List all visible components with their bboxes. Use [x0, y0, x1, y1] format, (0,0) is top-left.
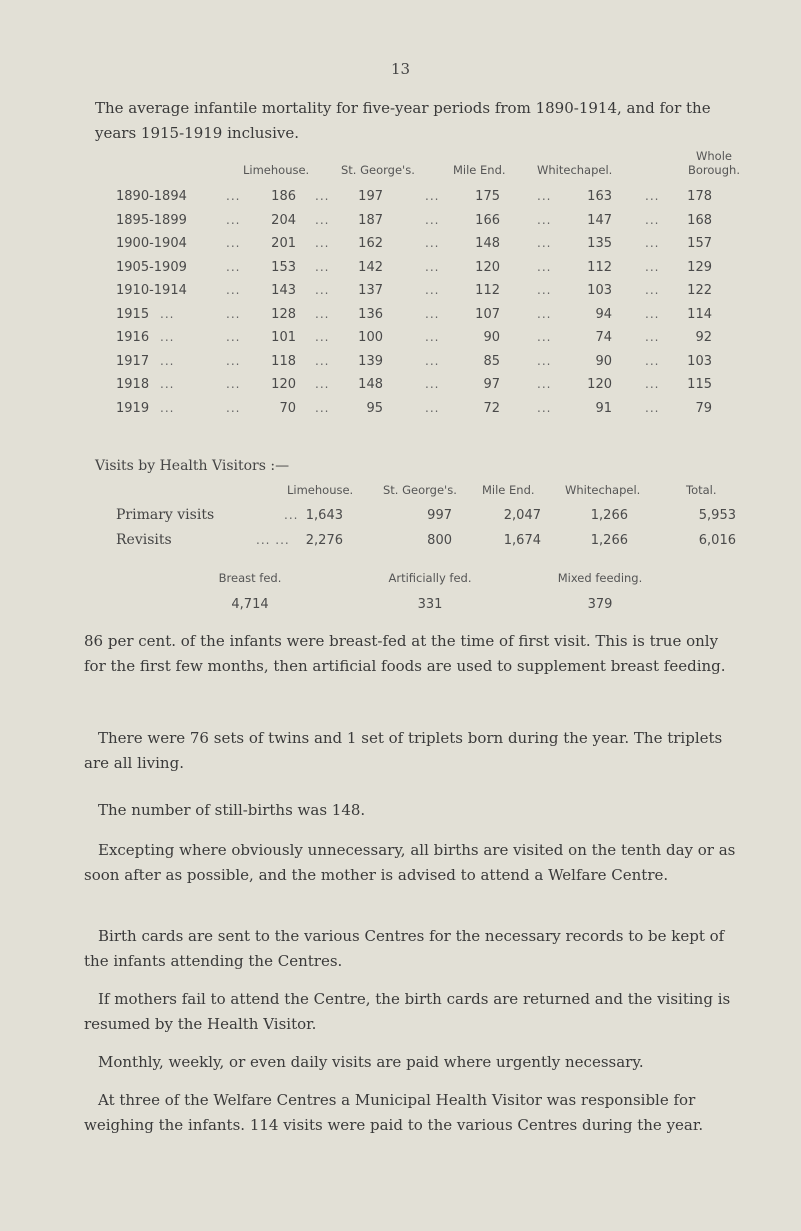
leader-dots: ...	[226, 189, 241, 203]
mort-cell: 139	[358, 353, 383, 369]
mort-row-period: 1890-1894	[116, 189, 187, 204]
mort-cell: 100	[358, 330, 383, 345]
leader-dots: ...	[425, 189, 440, 203]
mort-cell: 120	[587, 377, 612, 392]
mort-header-whole-borough-line2: Borough.	[688, 163, 740, 177]
leader-dots: ...	[226, 236, 241, 250]
visits-header-whitechapel: Whitechapel.	[565, 483, 641, 497]
mort-cell: 178	[687, 189, 712, 204]
visits-cell: 2,047	[503, 508, 541, 523]
leader-dots: ...	[537, 400, 552, 415]
intro-paragraph	[95, 96, 740, 146]
feeding-value-breast: 4,714	[231, 597, 269, 612]
leader-dots: ...	[226, 306, 241, 321]
visits-cell: 800	[427, 533, 452, 548]
mort-cell: 70	[279, 400, 296, 416]
visits-header-st-georges: St. George's.	[383, 483, 457, 497]
paragraph-mothers-fail: If mothers fail to attend the Centre, the birth cards are returned and the visiting is resumed by the Health Visitor.	[84, 990, 731, 1033]
visits-header-limehouse: Limehouse.	[287, 483, 354, 497]
leader-dots: ...	[537, 330, 552, 344]
leader-dots: ...	[645, 283, 660, 297]
visits-header-mile-end: Mile End.	[482, 483, 535, 497]
mort-cell: 148	[475, 236, 500, 251]
mort-cell: 90	[595, 353, 612, 369]
mort-cell: 103	[587, 283, 612, 298]
visits-row-label: Revisits	[116, 532, 172, 548]
visits-cell: 997	[427, 508, 452, 523]
mort-cell: 142	[358, 259, 383, 275]
mort-cell: 120	[271, 377, 296, 392]
mort-row-period: 1916	[116, 330, 150, 345]
leader-dots: ...	[537, 236, 552, 250]
mort-cell: 136	[358, 306, 383, 322]
leader-dots: ...	[226, 259, 241, 274]
mort-cell: 115	[687, 377, 712, 392]
leader-dots: ...	[425, 283, 440, 297]
leader-dots: ...	[315, 330, 330, 344]
mort-header-limehouse: Limehouse.	[243, 163, 310, 177]
mort-cell: 91	[595, 400, 612, 416]
paragraph-twins: There were 76 sets of twins and 1 set of triplets born during the year. The triplets are all living.	[84, 729, 723, 772]
visits-cell: 2,276	[305, 533, 343, 548]
leader-dots: ...	[537, 377, 552, 391]
mort-cell: 114	[687, 306, 712, 322]
mort-header-whitechapel: Whitechapel.	[537, 163, 613, 177]
leader-dots: ...	[645, 377, 660, 391]
leader-dots: ...	[537, 306, 552, 321]
feeding-header-mixed: Mixed feeding.	[557, 571, 643, 585]
mort-cell: 197	[358, 189, 383, 204]
feeding-value-mixed: 379	[587, 597, 613, 612]
paragraph-births-visited: Excepting where obviously unnecessary, all births are visited on the tenth day or as soon after as possible, and the mother is advised to attend a Welfare Centre.	[84, 841, 736, 884]
mort-row-period: 1900-1904	[116, 236, 187, 251]
mort-row-period: 1917	[116, 353, 150, 369]
paragraph-still-births: The number of still-births was 148.	[98, 801, 366, 819]
feeding-header-breast: Breast fed.	[218, 571, 282, 585]
leader-dots: ...	[315, 189, 330, 203]
leader-dots: ...	[226, 353, 241, 368]
leader-dots: ...	[645, 189, 660, 203]
visits-cell: 1,643	[305, 508, 343, 523]
leader-dots: ...	[226, 400, 241, 415]
mort-cell: 187	[358, 212, 383, 228]
mort-cell: 94	[595, 306, 612, 322]
leader-dots: ...	[425, 306, 440, 321]
leader-dots: ...	[537, 189, 552, 203]
mort-cell: 166	[475, 212, 500, 228]
leader-dots: ...	[645, 306, 660, 321]
mort-cell: 120	[475, 259, 500, 275]
leader-dots: ...	[645, 400, 660, 415]
leader-dots: ...	[160, 377, 175, 391]
mort-cell: 175	[475, 189, 500, 204]
mort-cell: 153	[271, 259, 296, 275]
leader-dots: ...	[160, 306, 175, 321]
intro-text: The average infantile mortality for five-year periods from 1890-1914, and for the years 1915-1919 inclusive.	[95, 99, 711, 142]
visits-header-total: Total.	[686, 483, 717, 497]
leader-dots: ...	[425, 236, 440, 250]
leader-dots: ...	[226, 212, 241, 227]
visits-row-label: Primary visits	[116, 507, 215, 523]
mort-cell: 201	[271, 236, 296, 251]
mort-cell: 107	[475, 306, 500, 322]
paragraph-birth-cards: Birth cards are sent to the various Centres for the necessary records to be kept of the infants attending the Centres.	[84, 927, 725, 970]
mort-row-period: 1915	[116, 306, 150, 322]
mort-header-mile-end: Mile End.	[453, 163, 506, 177]
mort-row-period: 1919	[116, 400, 150, 416]
mort-header-st-georges: St. George's.	[341, 163, 415, 177]
visits-heading: Visits by Health Visitors :—	[95, 458, 290, 474]
leader-dots: ...	[315, 400, 330, 415]
leader-dots: ...	[160, 330, 175, 344]
page-number: 13	[390, 60, 411, 78]
mort-cell: 79	[695, 400, 712, 416]
leader-dots: ...	[537, 212, 552, 227]
mort-cell: 101	[271, 330, 296, 345]
mort-row-period: 1918	[116, 377, 150, 392]
mort-cell: 95	[366, 400, 383, 416]
mort-row-period: 1895-1899	[116, 212, 187, 228]
mort-cell: 163	[587, 189, 612, 204]
mort-cell: 162	[358, 236, 383, 251]
leader-dots: ...	[226, 377, 241, 391]
mort-cell: 157	[687, 236, 712, 251]
leader-dots: ...	[160, 353, 175, 368]
leader-dots: ...	[425, 400, 440, 415]
visits-cell: 1,674	[503, 533, 541, 548]
leader-dots: ...	[537, 259, 552, 274]
leader-dots: ...	[425, 259, 440, 274]
paragraph-weighing: At three of the Welfare Centres a Municipal Health Visitor was responsible for weighing the infants. 114 visits were paid to the various Centres during the year.	[84, 1091, 704, 1134]
leader-dots: ...	[226, 283, 241, 297]
feeding-header-artificial: Artificially fed.	[388, 571, 472, 585]
mort-cell: 118	[271, 353, 296, 369]
mort-header-whole-borough-line1: Whole	[696, 149, 732, 163]
mort-cell: 90	[483, 330, 500, 345]
mort-cell: 148	[358, 377, 383, 392]
mort-cell: 204	[271, 212, 296, 228]
leader-dots: ...	[425, 330, 440, 344]
leader-dots: ...	[315, 236, 330, 250]
mort-cell: 128	[271, 306, 296, 322]
visits-cell: 5,953	[698, 508, 736, 523]
leader-dots: ...	[425, 377, 440, 391]
leader-dots: ...	[160, 400, 175, 415]
visits-cell: 1,266	[590, 533, 628, 548]
leader-dots: ...	[537, 353, 552, 368]
leader-dots: ...	[645, 330, 660, 344]
leader-dots: ...	[315, 353, 330, 368]
leader-dots: ...	[315, 212, 330, 227]
visits-cell: 1,266	[590, 508, 628, 523]
mort-cell: 122	[687, 283, 712, 298]
leader-dots: ...	[425, 353, 440, 368]
mort-cell: 129	[687, 259, 712, 275]
leader-dots: ...	[425, 212, 440, 227]
leader-dots: ...	[315, 259, 330, 274]
mort-cell: 74	[595, 330, 612, 345]
leader-dots: ...	[645, 236, 660, 250]
mort-cell: 103	[687, 353, 712, 369]
mort-cell: 72	[483, 400, 500, 416]
leader-dots: ...	[645, 353, 660, 368]
paragraph-breast-fed: 86 per cent. of the infants were breast-fed at the time of first visit. This is true only for the first few months, then artificial foods are used to supplement breast feeding.	[84, 632, 726, 675]
leader-dots: ...	[226, 330, 241, 344]
mort-cell: 112	[475, 283, 500, 298]
mort-cell: 85	[483, 353, 500, 369]
mort-cell: 168	[687, 212, 712, 228]
leader-dots: ... ...	[256, 533, 290, 547]
paragraph-monthly-visits: Monthly, weekly, or even daily visits are paid where urgently necessary.	[98, 1053, 644, 1071]
visits-cell: 6,016	[698, 533, 736, 548]
mort-cell: 147	[587, 212, 612, 228]
leader-dots: ...	[537, 283, 552, 297]
leader-dots: ...	[645, 212, 660, 227]
leader-dots: ...	[284, 508, 299, 522]
mort-row-period: 1910-1914	[116, 283, 187, 298]
mort-cell: 135	[587, 236, 612, 251]
mort-cell: 137	[358, 283, 383, 298]
mort-cell: 92	[695, 330, 712, 345]
leader-dots: ...	[315, 306, 330, 321]
mort-cell: 143	[271, 283, 296, 298]
feeding-value-artificial: 331	[417, 597, 443, 612]
mort-cell: 112	[587, 259, 612, 275]
leader-dots: ...	[315, 283, 330, 297]
mort-row-period: 1905-1909	[116, 259, 187, 275]
leader-dots: ...	[315, 377, 330, 391]
mort-cell: 97	[483, 377, 500, 392]
leader-dots: ...	[645, 259, 660, 274]
mort-cell: 186	[271, 189, 296, 204]
